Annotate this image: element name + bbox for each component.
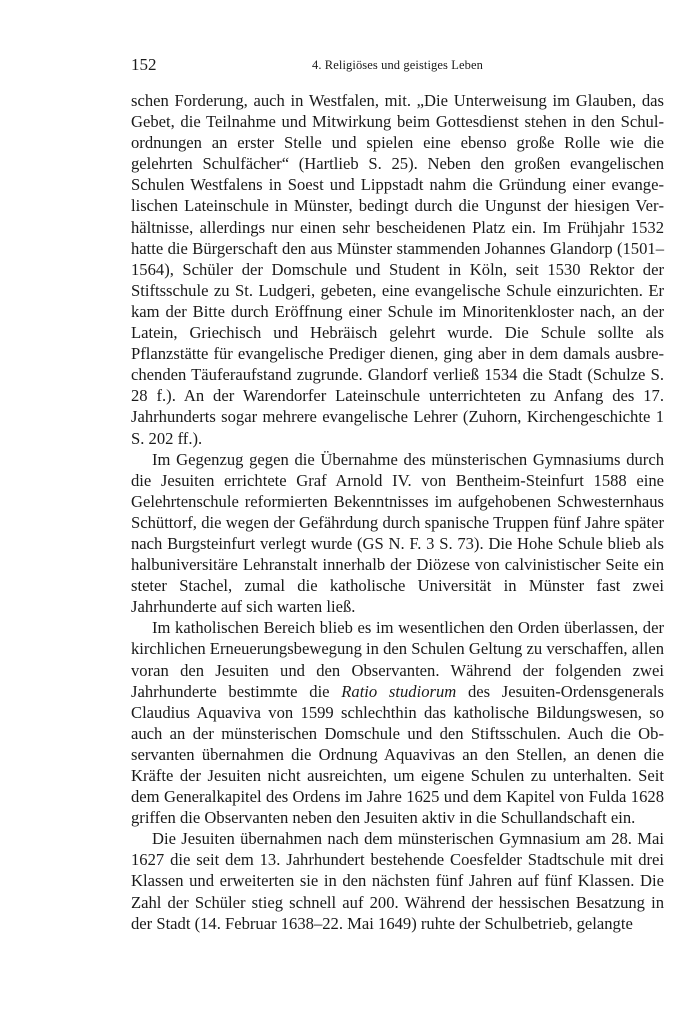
paragraph-text: Im Gegenzug gegen die Übernahme des münsterischen Gymnasiums durch die Jesuiten errichtete Graf Arnold IV. von Bentheim-Steinfurt 1588 eine Gelehrtenschule reformierten Bekenntnisses im aufgehobenen Schwesternhaus Schüttorf, die wegen der Gefährdung durch spanische Truppen fünf Jahre später nach Burgsteinfurt verlegt wurde (GS N. F. 3 S. 73). Die Hohe Schule blieb als halbuniversitäre Lehranstalt innerhalb der Diözese von calvinistischer Seite ein steter Stachel, zumal die katholische Universität in Münster fast zwei Jahrhunderte auf sich warten ließ.	[131, 449, 664, 617]
paragraph-text: Die Jesuiten übernahmen nach dem münsterischen Gymnasium am 28. Mai 1627 die seit dem 13. Jahrhundert bestehende Coesfelder Stadtschule mit drei Klassen und erweiterten sie in den nächsten fünf Jahren auf fünf Klassen. Die Zahl der Schüler stieg schnell auf 200. Während der hessischen Besatzung in der Stadt (14. Februar 1638–22. Mai 1649) ruhte der Schulbetrieb, gelangte	[131, 829, 664, 933]
ratio-studiorum-title: Ratio studiorum	[341, 681, 457, 701]
paragraph-text: Im katholischen Bereich blieb es im wesentlichen den Orden überlassen, der kirchlichen Erneuerungsbewegung in den Schulen Geltung zu verschaffen, allen voran den Jesuiten und den Observanten. Während der folgenden zwei Jahrhunderte bestimmte die	[131, 618, 664, 701]
paragraph-text: schen Forderung, auch in Westfalen, mit. „Die Unterweisung im Glauben, das Gebet, die Teilnahme und Mitwirkung beim Gottesdienst stehen in den Schulordnungen an erster Stelle und spielen eine ebenso große Rolle wie die gelehrten Schulfächer“ (Hartlieb S. 25). Neben den großen evangelischen Schulen Westfalens in Soest und Lippstadt nahm die Gründung einer evangelischen Lateinschule in Münster, bedingt durch die Ungunst der hiesigen Verhältnisse, allerdings nur einen sehr bescheidenen Platz ein. Im Frühjahr 1532 hatte die Bürgerschaft den aus Münster stammenden Johannes Glandorp (1501–1564), Schüler der Domschule und Student in Köln, seit 1530 Rektor der Stiftsschule zu St. Ludgeri, gebeten, eine evangelische Schule einzurichten. Er kam der Bitte durch Eröffnung einer Schule im Minoritenkloster nach, an der Latein, Griechisch und Hebräisch gelehrt wurde. Die Schule sollte als Pflanzstätte für evangelische Prediger dienen, ging aber in dem damals ausbrechenden Täuferaufstand zugrunde. Glandorf verließ 1534 die Stadt (Schulze S. 28 f.). An der Warendorfer Lateinschule unterrichteten zu Anfang des 17. Jahrhunderts sogar mehrere evangelische Lehrer (Zuhorn, Kirchengeschichte 1 S. 202 ff.).	[131, 91, 664, 448]
paragraph-glandorp-latin-school	[131, 90, 664, 449]
paragraph-text: des Jesuiten-Ordensgenerals Claudius Aquaviva von 1599 schlechthin das katholische Bildungswesen, so auch an der münsterischen Domschule und den Stiftsschulen. Auch die Observanten übernahmen die Ordnung Aquavivas an den Stellen, an denen die Kräfte der Jesuiten nicht ausreichten, um eigene Schulen zu unterhalten. Seit dem Generalkapitel des Ordens im Jahre 1625 und dem Kapitel von Fulda 1628 griffen die Observanten neben den Jesuiten aktiv in die Schullandschaft ein.	[131, 681, 665, 828]
page-header	[131, 55, 664, 79]
running-head: 4. Religiöses und geistiges Leben	[312, 58, 483, 72]
page-number: 152	[131, 55, 157, 74]
paragraph-coesfeld-school	[131, 828, 664, 933]
body-text	[131, 90, 664, 934]
paragraph-hohe-schule-burgsteinfurt	[131, 449, 664, 618]
paragraph-catholic-orders	[131, 617, 664, 828]
